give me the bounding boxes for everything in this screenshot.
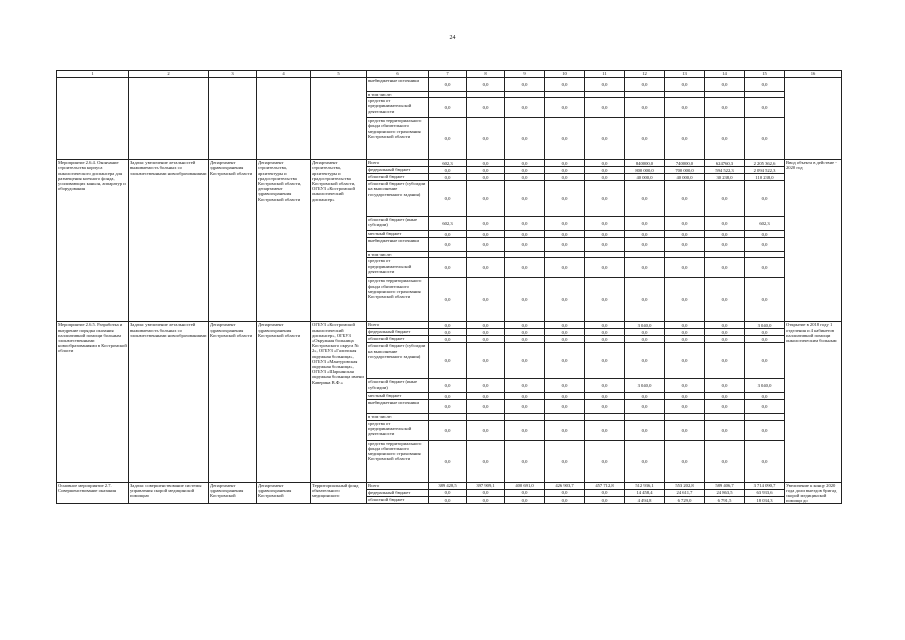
amount-cell: 6 791,5 (705, 497, 745, 504)
column-header: 11 (585, 71, 625, 78)
responsible-cell: Департамент здравоохранения Костромской области (209, 322, 257, 482)
funding-source-cell: средства от предпринимательской деятельности (367, 420, 429, 440)
amount-cell: 0,0 (505, 174, 545, 181)
amount-cell: 0,0 (745, 181, 785, 217)
coexecutor-cell: Департамент здравоохранения Костромской области (257, 322, 311, 482)
amount-cell: 0,0 (505, 238, 545, 252)
amount-cell: 63 933,6 (745, 489, 785, 496)
amount-cell: 0,0 (545, 258, 585, 278)
amount-cell: 0,0 (545, 336, 585, 343)
amount-cell: 0,0 (665, 238, 705, 252)
funding-source-cell: внебюджетные источники (367, 78, 429, 92)
amount-cell: 3 714 090,7 (745, 482, 785, 489)
amount-cell: 397 909,1 (467, 482, 505, 489)
amount-cell: 0,0 (467, 336, 505, 343)
amount-cell: 0,0 (467, 160, 505, 167)
amount-cell: 0,0 (467, 78, 505, 92)
amount-cell: 0,0 (429, 336, 467, 343)
amount-cell: 0,0 (705, 231, 745, 238)
amount-cell: 512 936,1 (625, 482, 665, 489)
amount-cell: 40 000,0 (665, 174, 705, 181)
column-header: 6 (367, 71, 429, 78)
amount-cell: 0,0 (467, 118, 505, 160)
amount-cell: 0,0 (585, 420, 625, 440)
amount-cell: 0,0 (545, 118, 585, 160)
column-header: 7 (429, 71, 467, 78)
column-header: 12 (625, 71, 665, 78)
amount-cell: 0,0 (467, 217, 505, 231)
amount-cell: 0,0 (429, 238, 467, 252)
column-header: 3 (209, 71, 257, 78)
amount-cell: 0,0 (585, 322, 625, 329)
amount-cell: 0,0 (625, 78, 665, 92)
amount-cell: 0,0 (745, 420, 785, 440)
amount-cell: 0,0 (745, 231, 785, 238)
amount-cell: 0,0 (705, 238, 745, 252)
result-cell: Ввод объекта в действие - 2020 год (785, 160, 842, 322)
amount-cell: 24 863,5 (705, 489, 745, 496)
amount-cell: 700 000,0 (665, 167, 705, 174)
amount-cell: 0,0 (505, 343, 545, 379)
amount-cell: 0,0 (705, 400, 745, 414)
amount-cell: 0,0 (665, 393, 705, 400)
amount-cell: 0,0 (467, 278, 505, 322)
amount-cell: 0,0 (505, 440, 545, 482)
funding-source-cell: в том числе: (367, 252, 429, 258)
amount-cell: 4 494,8 (625, 497, 665, 504)
financing-table (56, 70, 842, 504)
amount-cell: 0,0 (665, 336, 705, 343)
funding-source-cell: средства от предпринимательской деятельности (367, 258, 429, 278)
amount-cell: 0,0 (505, 78, 545, 92)
amount-cell: 0,0 (429, 400, 467, 414)
column-header: 5 (311, 71, 367, 78)
amount-cell: 0,0 (429, 343, 467, 379)
column-header: 13 (665, 71, 705, 78)
amount-cell: 0,0 (585, 400, 625, 414)
amount-cell: 0,0 (745, 278, 785, 322)
amount-cell: 0,0 (429, 78, 467, 92)
amount-cell: 0,0 (545, 440, 585, 482)
amount-cell: 0,0 (429, 231, 467, 238)
amount-cell: 0,0 (665, 217, 705, 231)
amount-cell: 426 903,7 (545, 482, 585, 489)
amount-cell: 0,0 (467, 343, 505, 379)
amount-cell: 594 522,3 (705, 167, 745, 174)
funding-source-cell: Всего (367, 160, 429, 167)
amount-cell: 0,0 (705, 329, 745, 336)
amount-cell: 0,0 (705, 217, 745, 231)
amount-cell: 0,0 (545, 278, 585, 322)
amount-cell: 0,0 (585, 160, 625, 167)
amount-cell: 589 406,7 (705, 482, 745, 489)
amount-cell: 0,0 (745, 238, 785, 252)
amount-cell: 0,0 (467, 322, 505, 329)
amount-cell: 0,0 (745, 118, 785, 160)
amount-cell: 0,0 (545, 167, 585, 174)
funding-source-cell: областной бюджет (иные субсидии) (367, 379, 429, 393)
amount-cell: 0,0 (467, 420, 505, 440)
funding-source-cell: Всего (367, 322, 429, 329)
amount-cell: 0,0 (625, 440, 665, 482)
amount-cell: 0,0 (585, 167, 625, 174)
amount-cell: 0,0 (429, 329, 467, 336)
amount-cell: 0,0 (505, 329, 545, 336)
amount-cell: 0,0 (545, 343, 585, 379)
table-row (57, 482, 842, 489)
amount-cell: 0,0 (545, 393, 585, 400)
column-header: 14 (705, 71, 745, 78)
result-cell: Открытие в 2018 году 1 отделения и 4 кабинетов паллиативной помощи онкологическим больным (785, 322, 842, 482)
amount-cell: 0,0 (429, 440, 467, 482)
amount-cell: 0,0 (429, 174, 467, 181)
amount-cell: 0,0 (665, 78, 705, 92)
amount-cell: 0,0 (505, 118, 545, 160)
amount-cell: 0,0 (467, 238, 505, 252)
amount-cell: 0,0 (705, 98, 745, 118)
amount-cell: 0,0 (625, 181, 665, 217)
amount-cell: 0,0 (705, 336, 745, 343)
amount-cell: 0,0 (545, 238, 585, 252)
amount-cell: 0,0 (705, 78, 745, 92)
amount-cell: 0,0 (705, 440, 745, 482)
amount-cell: 0,0 (705, 393, 745, 400)
column-header: 2 (129, 71, 209, 78)
amount-cell: 0,0 (665, 420, 705, 440)
amount-cell: 840000,0 (625, 160, 665, 167)
amount-cell: 0,0 (505, 167, 545, 174)
task-cell: Задача: совершенствование системы управления скорой медицинской помощью (129, 482, 209, 504)
activity-cell: Основное мероприятие 2.7. Совершенствование оказания (57, 482, 129, 504)
amount-cell: 0,0 (705, 420, 745, 440)
amount-cell: 0,0 (505, 336, 545, 343)
amount-cell: 0,0 (429, 379, 467, 393)
activity-cell (57, 78, 129, 160)
column-header: 8 (467, 71, 505, 78)
funding-source-cell: в том числе: (367, 92, 429, 98)
funding-source-cell: областной бюджет (субсидии на выполнение государственного задания) (367, 181, 429, 217)
amount-cell: 400 691,0 (505, 482, 545, 489)
amount-cell: 0,0 (585, 336, 625, 343)
activity-cell: Мероприятие 2.6.5. Разработка и внедрение порядка оказания паллиативной помощи больным злокачественными новообразованиями в Костромской области (57, 322, 129, 482)
amount-cell: 0,0 (585, 258, 625, 278)
amount-cell: 3 040,0 (745, 379, 785, 393)
amount-cell: 0,0 (585, 278, 625, 322)
amount-cell: 0,0 (705, 118, 745, 160)
result-cell: Увеличение к концу 2020 года доли выездов бригад скорой медицинской помощи до (785, 482, 842, 504)
participant-cell: Департамент строительства, архитектуры и градостроительства Костромской области, ОГБУЗ «Костромской онкологический диспансер» (311, 160, 367, 322)
amount-cell: 0,0 (585, 343, 625, 379)
amount-cell: 0,0 (467, 393, 505, 400)
amount-cell: 0,0 (625, 420, 665, 440)
column-header: 15 (745, 71, 785, 78)
amount-cell: 0,0 (429, 181, 467, 217)
amount-cell: 0,0 (429, 258, 467, 278)
amount-cell: 0,0 (585, 238, 625, 252)
amount-cell: 0,0 (625, 336, 665, 343)
amount-cell: 0,0 (745, 98, 785, 118)
funding-source-cell: Всего (367, 482, 429, 489)
amount-cell: 0,0 (665, 440, 705, 482)
amount-cell: 0,0 (625, 98, 665, 118)
amount-cell: 0,0 (585, 329, 625, 336)
amount-cell: 0,0 (545, 181, 585, 217)
amount-cell: 0,0 (625, 400, 665, 414)
funding-source-cell: средства от предпринимательской деятельности (367, 98, 429, 118)
amount-cell: 0,0 (705, 181, 745, 217)
amount-cell: 0,0 (467, 167, 505, 174)
task-cell: Задача: увеличение летальностей выживаемость больных со злокачественными новообразованиями (129, 160, 209, 322)
amount-cell: 24 611,7 (665, 489, 705, 496)
funding-source-cell: областной бюджет (367, 336, 429, 343)
amount-cell: 0,0 (665, 322, 705, 329)
amount-cell: 0,0 (545, 78, 585, 92)
funding-source-cell: федеральный бюджет (367, 167, 429, 174)
amount-cell: 0,0 (505, 420, 545, 440)
participant-cell: Территориальный фонд обязательного медицинского (311, 482, 367, 504)
amount-cell: 0,0 (585, 489, 625, 496)
amount-cell: 0,0 (467, 497, 505, 504)
table-row (57, 78, 842, 92)
amount-cell: 0,0 (429, 497, 467, 504)
amount-cell: 0,0 (545, 322, 585, 329)
funding-source-cell: средства территориального фонда обязательного медицинского страхования Костромской области (367, 118, 429, 160)
table-row (57, 160, 842, 167)
amount-cell: 0,0 (505, 98, 545, 118)
amount-cell: 0,0 (467, 258, 505, 278)
column-header: 9 (505, 71, 545, 78)
amount-cell: 0,0 (505, 497, 545, 504)
amount-cell: 0,0 (665, 278, 705, 322)
amount-cell: 0,0 (429, 489, 467, 496)
amount-cell: 0,0 (665, 400, 705, 414)
column-header: 16 (785, 71, 842, 78)
funding-source-cell: средства территориального фонда обязательного медицинского страхования Костромской области (367, 440, 429, 482)
amount-cell: 0,0 (625, 258, 665, 278)
amount-cell: 0,0 (505, 160, 545, 167)
amount-cell: 0,0 (467, 231, 505, 238)
amount-cell: 40 000,0 (625, 174, 665, 181)
amount-cell: 0,0 (705, 379, 745, 393)
task-cell: Задача: увеличение летальностей выживаемость больных со злокачественными новообразованиями (129, 322, 209, 482)
amount-cell: 0,0 (585, 231, 625, 238)
amount-cell: 0,0 (665, 329, 705, 336)
amount-cell: 0,0 (467, 98, 505, 118)
amount-cell: 0,0 (545, 160, 585, 167)
amount-cell: 0,0 (467, 489, 505, 496)
amount-cell: 0,0 (545, 217, 585, 231)
column-header: 10 (545, 71, 585, 78)
amount-cell: 602,3 (429, 217, 467, 231)
amount-cell: 0,0 (625, 231, 665, 238)
participant-cell: ОГБУЗ «Костромской онкологический диспансер», ОГБУЗ «Окружная больница Костромского округа № 2», ОГБУЗ «Галичская окружная больница», ОГБУЗ «Мантуровская окружная больница», ОГБУЗ «Шарьинская окружная больница имени Каверина В.Ф.» (311, 322, 367, 482)
funding-source-cell: областной бюджет (367, 174, 429, 181)
amount-cell: 0,0 (625, 329, 665, 336)
amount-cell: 0,0 (429, 322, 467, 329)
amount-cell: 0,0 (545, 400, 585, 414)
amount-cell: 0,0 (505, 231, 545, 238)
funding-source-cell: федеральный бюджет (367, 489, 429, 496)
amount-cell: 0,0 (505, 322, 545, 329)
result-cell (785, 78, 842, 160)
amount-cell: 0,0 (467, 400, 505, 414)
amount-cell: 0,0 (505, 217, 545, 231)
table-row (57, 322, 842, 329)
amount-cell: 0,0 (705, 258, 745, 278)
amount-cell: 0,0 (745, 336, 785, 343)
funding-source-cell: областной бюджет (367, 497, 429, 504)
funding-source-cell: средства территориального фонда обязательного медицинского страхования Костромской области (367, 278, 429, 322)
amount-cell: 0,0 (625, 217, 665, 231)
amount-cell: 602,3 (429, 160, 467, 167)
amount-cell: 0,0 (467, 174, 505, 181)
amount-cell: 0,0 (545, 489, 585, 496)
funding-source-cell: областной бюджет (субсидии на выполнение государственного задания) (367, 343, 429, 379)
amount-cell: 389 428,5 (429, 482, 467, 489)
responsible-cell (209, 78, 257, 160)
funding-source-cell: внебюджетные источники (367, 238, 429, 252)
funding-source-cell: федеральный бюджет (367, 329, 429, 336)
amount-cell: 0,0 (505, 489, 545, 496)
amount-cell: 30 238,0 (705, 174, 745, 181)
column-header: 4 (257, 71, 311, 78)
amount-cell: 0,0 (745, 400, 785, 414)
amount-cell: 0,0 (665, 231, 705, 238)
coexecutor-cell (257, 78, 311, 160)
amount-cell: 3 040,0 (625, 322, 665, 329)
amount-cell: 0,0 (745, 329, 785, 336)
amount-cell: 0,0 (625, 238, 665, 252)
amount-cell: 0,0 (625, 278, 665, 322)
amount-cell: 602,3 (745, 217, 785, 231)
amount-cell: 0,0 (505, 181, 545, 217)
amount-cell: 0,0 (625, 343, 665, 379)
amount-cell: 3 040,0 (745, 322, 785, 329)
amount-cell: 0,0 (585, 393, 625, 400)
amount-cell: 0,0 (585, 440, 625, 482)
amount-cell: 0,0 (705, 322, 745, 329)
amount-cell: 0,0 (705, 343, 745, 379)
amount-cell: 0,0 (467, 329, 505, 336)
amount-cell: 0,0 (665, 343, 705, 379)
amount-cell: 0,0 (705, 278, 745, 322)
funding-source-cell: внебюджетные источники (367, 400, 429, 414)
amount-cell: 0,0 (545, 420, 585, 440)
page-number: 24 (449, 35, 456, 41)
funding-source-cell: местный бюджет (367, 231, 429, 238)
amount-cell: 0,0 (665, 379, 705, 393)
amount-cell: 0,0 (467, 181, 505, 217)
amount-cell: 800 000,0 (625, 167, 665, 174)
amount-cell: 0,0 (585, 217, 625, 231)
header-row (57, 71, 842, 78)
amount-cell: 0,0 (505, 278, 545, 322)
amount-cell: 0,0 (429, 278, 467, 322)
amount-cell: 2 205 362,6 (745, 160, 785, 167)
amount-cell: 0,0 (585, 497, 625, 504)
amount-cell: 0,0 (745, 393, 785, 400)
amount-cell: 6 729,0 (665, 497, 705, 504)
participant-cell (311, 78, 367, 160)
amount-cell: 0,0 (585, 181, 625, 217)
amount-cell: 110 238,0 (745, 174, 785, 181)
amount-cell: 457 712,8 (585, 482, 625, 489)
coexecutor-cell: Департамент строительства, архитектуры и градостроительства Костромской области, департамент здравоохранения Костромской области (257, 160, 311, 322)
financing-table-wrapper (56, 70, 841, 504)
amount-cell: 0,0 (585, 78, 625, 92)
amount-cell: 0,0 (585, 174, 625, 181)
amount-cell: 0,0 (545, 231, 585, 238)
amount-cell: 0,0 (745, 440, 785, 482)
amount-cell: 0,0 (429, 118, 467, 160)
amount-cell: 0,0 (665, 98, 705, 118)
amount-cell: 0,0 (585, 379, 625, 393)
amount-cell: 0,0 (545, 329, 585, 336)
amount-cell: 0,0 (545, 98, 585, 118)
amount-cell: 2 094 522,3 (745, 167, 785, 174)
coexecutor-cell: Департамент здравоохранения Костромской (257, 482, 311, 504)
responsible-cell: Департамент здравоохранения Костромской области (209, 160, 257, 322)
amount-cell: 0,0 (429, 420, 467, 440)
responsible-cell: Департамент здравоохранения Костромской (209, 482, 257, 504)
table-body (57, 78, 842, 504)
amount-cell: 0,0 (467, 440, 505, 482)
amount-cell: 0,0 (625, 393, 665, 400)
amount-cell: 0,0 (505, 379, 545, 393)
amount-cell: 624760,3 (705, 160, 745, 167)
amount-cell: 0,0 (429, 167, 467, 174)
amount-cell: 0,0 (505, 400, 545, 414)
column-header: 1 (57, 71, 129, 78)
amount-cell: 0,0 (545, 497, 585, 504)
amount-cell: 0,0 (585, 98, 625, 118)
funding-source-cell: областной бюджет (иные субсидии) (367, 217, 429, 231)
amount-cell: 14 458,4 (625, 489, 665, 496)
amount-cell: 0,0 (745, 258, 785, 278)
amount-cell: 553 202,8 (665, 482, 705, 489)
amount-cell: 0,0 (745, 343, 785, 379)
amount-cell: 18 034,3 (745, 497, 785, 504)
amount-cell: 0,0 (505, 393, 545, 400)
amount-cell: 0,0 (625, 118, 665, 160)
amount-cell: 3 040,0 (625, 379, 665, 393)
amount-cell: 0,0 (745, 78, 785, 92)
amount-cell: 740000,0 (665, 160, 705, 167)
amount-cell: 0,0 (585, 118, 625, 160)
amount-cell: 0,0 (545, 379, 585, 393)
amount-cell: 0,0 (505, 258, 545, 278)
amount-cell: 0,0 (467, 379, 505, 393)
funding-source-cell: местный бюджет (367, 393, 429, 400)
amount-cell: 0,0 (545, 174, 585, 181)
task-cell (129, 78, 209, 160)
amount-cell: 0,0 (665, 181, 705, 217)
activity-cell: Мероприятие 2.6.4. Окончание строительства корпуса онкологического диспансера для размещения коечного фонда, усиливающих каньон, аппаратур и оборудования (57, 160, 129, 322)
amount-cell: 0,0 (665, 118, 705, 160)
funding-source-cell: в том числе: (367, 414, 429, 420)
amount-cell: 0,0 (429, 393, 467, 400)
amount-cell: 0,0 (665, 258, 705, 278)
amount-cell: 0,0 (429, 98, 467, 118)
